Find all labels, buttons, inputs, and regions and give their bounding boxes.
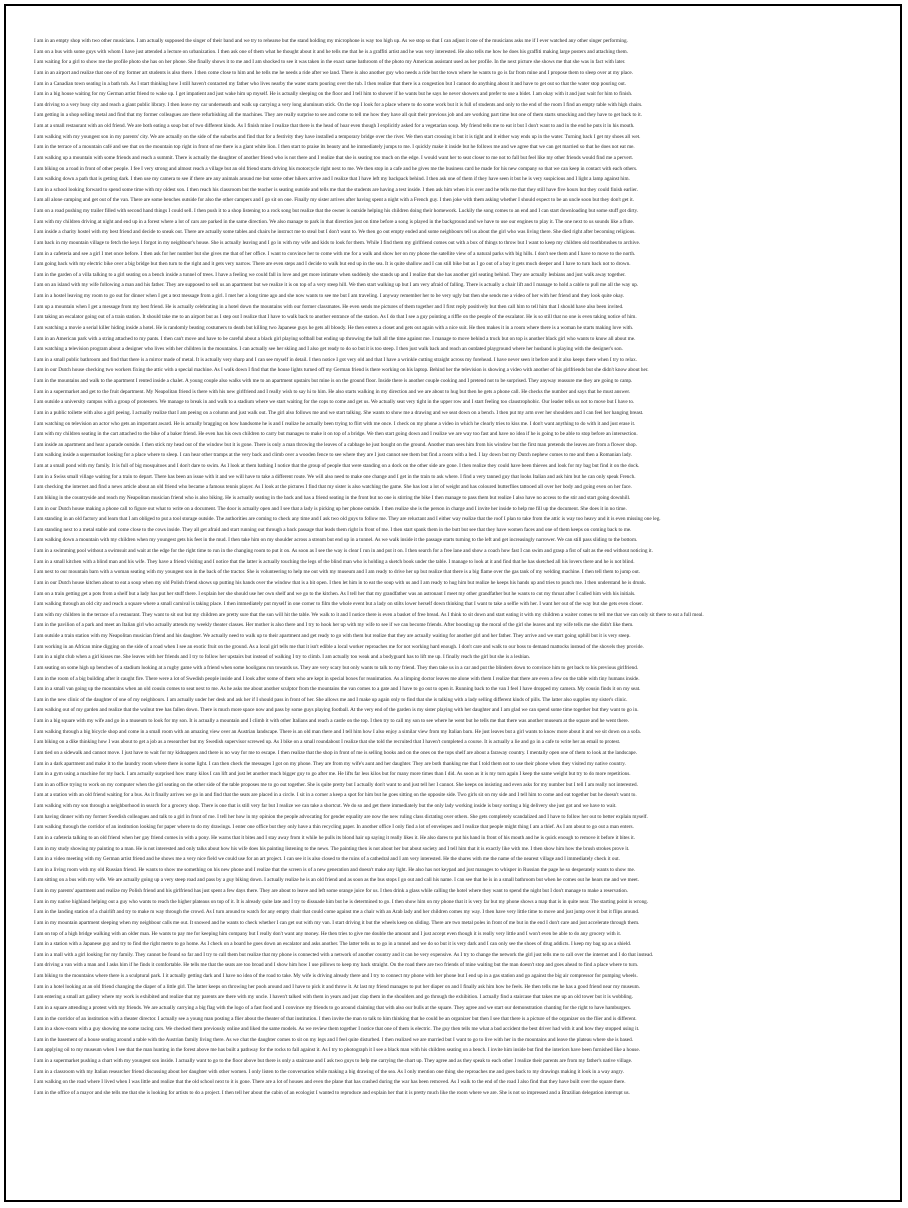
text-line: I am in a hotel looking at an old friend changing the diaper of a little girl. The latter keeps on throwing her pooh around and I have to pick it and throw it. At last my friend manages to put her diaper on and I finally ask him how he feels. He then tells me he has a good friend near my museum.: [34, 983, 640, 990]
text-line: I am in a big house waiting for my German artist friend to wake up. I get impatient and just wake him up myself. He is actually sleeping on the floor and I tell him to shower if he wants but he says he never showers and prefer to use a bidet. I am okay with it and just wait for him to finish.: [34, 91, 633, 98]
text-line: I am in a dark apartment and make it to the laundry room where there is some light. I can then check the messages I got on my phone. They are from my wife's aunt and her daughter. They are both thanking me that I told them not to use their phone when they visited my native country.: [34, 760, 626, 767]
text-line: I am with my children in the terrace of a restaurant. They want to sit out but my children are pretty sure that the sun will hit the table. We walk to it and I notice there is even a basket of free bread. As I think to sit down and start eating it with my children a waiter comes to tell me that we can only sit there to eat a full meal.: [34, 611, 704, 618]
text-line: I am in a Swiss small village waiting for a train to depart. There has been an issue with it and we will have to take a different route. We will also need to make one change and I get in the train to ask where. I find a very tanned guy that looks Italian and ask him but he can only speak French.: [34, 473, 636, 480]
text-line: I am in the basement of a house seating around a table with the Austrian family living there. As we chat the daughter comes to sit on my legs and I feel quite disturbed. I then realized we are married but I want to go to live with her in the mountains and leave the plateau where she is based.: [34, 1036, 633, 1043]
text-line: I am walking down a mountain with my children when my youngest gets his feet in the mud. I then take him on my shoulder across a stream but end up in a tunnel. As we walk inside it the passage starts turning to the left and get increasingly narrower. We can still pass sliding to the bottom.: [34, 537, 638, 544]
text-line: I am checking the internet and find a news article about an old friend who became a famous tennis player. As I look at the pictures I find that my sister is also watching the game. She has lost a lot of weight and has coloured butterflies tattooed all over her body and going even on her face.: [34, 484, 632, 491]
text-line: I am at a small restaurant with an old friend. We are both eating a soup but of two different kinds. As I finish mine I realize that there is the head of hoar even though I explicitly asked for a vegetarian soup. My friend tells me to eat it but I don't want to and in the end he puts it in his mouth.: [34, 123, 635, 129]
text-line: I am walking down a path that is getting dark. I then use my camera to see if there are any animals around me but some other hikers arrive and I realize that I have left my backpack behind. I then ask one of them if they have seen it but he is very suspicious and I light a lamp against him.: [34, 176, 630, 183]
text-line: I am on a train getting get a pots from a shelf but a lady has put her stuff there. I explain her she should use her own shelf and we go to the kitchen. As I tell her that my grandfather was an astronaut I meet my other grandfather but he wants to cut my throat after I called him with his initials.: [34, 590, 636, 597]
text-line: I am waiting for a girl to show me the profile photo she has on her phone. She finally shows it to me and I am shocked to see it was taken in the exact same bathroom of the photo my American assistant used as her profile. In the next picture she shows me that she was in fact with later.: [34, 59, 626, 66]
text-line: I am in a supermarket pushing a chart with my youngest son inside. I actually want to go to the floor above but there is only a staircase and I ask two guys to help me carrying the chart up. They agree and as they speak to each other I realize their parents are from my father's native village.: [34, 1058, 633, 1064]
text-line: I am walking up a mountain with some friends and reach a summit. There is actually the daughter of another friend who is not there and I realize that she is seating too much on the edge. I would want her to seat closer to me not to fall but feel like my other friends would find me a pervert.: [34, 154, 634, 161]
text-line: I am tied on a sidewalk and cannot move. I just have to wait for my kidnappers and there is no way for me to escape. I then realize that the shop in front of me is selling books and on the ones on the tops shelf are about a faraway country. I mentally open one of them to look at the landscape.: [34, 749, 637, 756]
text-line: I am inside an apartment and hear a parade outside. I then stick my head out of the window but it is gone. There is only a man throwing the leaves of a cabbage he just bought on the ground. Another man sees him from his window but the first man pretends the leaves are from a flower shop.: [34, 441, 637, 448]
text-line: I am all alone camping and get out of the van. There are some benches outside for also the other campers and I go sit on one. Finally my sister arrives after having spent a night with a French guy. I then joke with them asking whether I should expect to be an uncle soon but they don't get it.: [34, 197, 634, 204]
text-line: I am in my study showing my painting to a man. He is not interested and only talks about how his wife does his painting listening to the news. The painting then is not about her but about society and I tell him that it is exactly like with me. I then show him how the brush strokes prove it.: [34, 845, 630, 852]
text-line: I am with my children seating in the cart attached to the bike of a baker friend. He even has his own children to carry but manages to make it on top of a bridge. We then start going down and I realize we are way too fast and have no idea if he is going to be able to stop before an intersection.: [34, 431, 638, 438]
text-line: I am walking with my youngest son in my parents' city. We are actually on the side of the suburbs and find that for a festivity they have installed a temporary bridge over the river. We then start crossing it but it is tight and it either way ends up in the water. Turning back I get my shoes all wet.: [34, 133, 641, 140]
page-frame: [4, 4, 902, 1202]
text-line: I am in the terrace of a mountain café and see that on the mountain top right in front of me there is a giant white lion. I then start to praise its beauty and he immediately jumps to me. I quickly make it inside but he follows me and we agree that we can get married so that he does not eat me.: [34, 144, 635, 151]
text-line: I am on a road pushing my trailer filled with second hand things I could sell. I then push it to a shop listening to a rock song but realize that the owner is outside helping his children doing their homework. Luckily the song comes to an end and I can start downloading but some stuff got dirty.: [34, 208, 639, 214]
document-body: [34, 36, 876, 1099]
text-line: I am in the garden of a villa talking to a girl seating on a bench inside a tunnel of trees. I have a feeling we could fall in love and get more intimate when suddenly she stands up and I realize that she has another girl seating behind. They are actually lesbians and just walk away together.: [34, 271, 626, 278]
text-line: I am in the mountains and walk to the apartment I rented inside a chalet. A young couple also walks with me to an apartment upstairs but mine is on the ground floor. Inside there is another couple cooking and I pretend not to be surprised. They anyway reassure me they are going to camp.: [34, 378, 633, 384]
text-line: I am in our Dutch house checking two workers fixing the attic with a special machine. As I walk down I find that the house lights turned off my German friend is there working on his laptop. Behind her the television is showing a video with another of his girlfriends but she didn't know about her.: [34, 367, 649, 374]
text-line: I am in a living room with my old Russian friend. He wants to show me something on his new phone and I realize that the screen is of a new generation and doesn't make any light. He also has not keypad and just manages to whisper in Russian the page he so desperately wants to show me.: [34, 866, 636, 873]
text-line: I am in a cafeteria and see a girl I met once before. I then ask for her number but she gives me that of her office. I want to convince her to come with me for a walk and show her on my phone the satellite view of a natural parks with big hills. I don't see them and I have to move to the north.: [34, 250, 636, 257]
text-line: I am in a classroom with my Italian researcher friend discussing about her daughter with other women. I only listen to the conversation while making a big drawing of the sea. As I only mention one thing she reproaches me and goes back to my drawings making it look in a way angry.: [34, 1068, 624, 1075]
text-line: I am in the new clinic of the daughter of one of my neighbours. I am actually under her desk and ask her if I should pass in front of her. She allows me and I make up again only to find that she is talking with a lady selling different kinds of pills. The latter also supplies my sister's clinic.: [34, 696, 628, 703]
text-line: I am in a supermarket and get to the fruit department. My Neapolitan friend is there with his new girlfriend and I really wish to say hi to him. He also starts walking in my direction and we are about to hug but then he gets a phone call. He checks the number and says that he must answer.: [34, 388, 631, 395]
text-line: I am going back with my electric bike over a big bridge but then turn to the right and it gets very narrow. There are even steps and I decide to walk but end up in the sea. It is quite shallow and I can still bike but as I go out of a bay it gets much deeper and I have to turn back not to drown.: [34, 261, 631, 268]
text-line: I am in a small van going up the mountains when an old cousin comes to seat next to me. As he asks me about another sculptor from the mountains the van comes to a gate and I have to go out to open it. Running back to the van I feel I have dropped my camera. My cousin finds it on my seat.: [34, 686, 641, 693]
text-line: I am walking through the corridor of an institution looking for paper where to do my drawings. I enter one office but they only have a thin recycling paper. In another office I only find a lot of envelopes and I realize that people might thing I am a thief. As I am about to go out a man enters.: [34, 824, 634, 831]
text-line: I am on an island with my wife following a man and his father. They are supposed to sell us an apartment but we realize it is on top of a very steep hill. We then start walking up but I am very afraid of falling. There is actually a chair lift and I manage to hold a cable to pull me all the way up.: [34, 282, 639, 289]
text-line: I am driving a van with a man and I asks him if he finds it comfortable. He tells me that the seats are too broad and I show him how I use pillows to keep my back straight. On the road there are two friends of mine waiting but the man doesn't stop and goes ahead to find a place where to turn.: [34, 962, 639, 969]
text-line: I am back in my mountain village to fetch the keys I forgot in my neighbour's house. She is actually leaving and I go in with my wife and kids to look for them. While I find them my girlfriend comes out with a box of things to throw but I want to keep my children old toothbrushes to archive.: [34, 239, 641, 246]
text-line: I am biking on a dike thinking how I was about to get a job as a researcher but my Swedish supervisor screwed up. As I bike on a small roundabout I realize that she told the recruited that I haven't completed a course. It is actually a lie and go in a cafe to write her an email to protest.: [34, 739, 621, 746]
text-line: I am in a big square with my wife and go in a museum to look for my son. It is actually a mountain and I climb it with other Italians and reach a castle on the top. I then try to call my son to see where he went but he tells me that there was another museum at the square and he went there.: [34, 718, 629, 724]
text-line: I am driving to a very busy city and reach a giant public library. I then leave my car underneath and walk up carrying a very long aluminum stick. On the top I look for a place where to do some work but it is full of students and only to the end of the room I find an empty table with high chairs.: [34, 101, 643, 108]
text-line: I am up a mountain when I get a message from my best friend. He is actually celebrating in a hotel down the mountains with our former classmates. He even sends me pictures of them together and I first reply positively but then call him to tell him that I should have also been invited.: [34, 303, 624, 310]
text-line: I am in our Dutch house kitchen about to eat a soup when my old Polish friend shows up putting his hands over the window that is a bit open. I then let him in to eat the soup with us and I am ready to hug him but realize he keeps his hands up and tries to punch me. I then understand he is drunk.: [34, 579, 647, 586]
text-line: I am in an empty shop with two other musicians. I am actually supposed the singer of their band and we try to rehearse but the stand holding my microphone is way too high up. As we stop so that I can adjust it one of the musicians asks me if I ever watched any other singer performing.: [34, 38, 628, 44]
text-line: I am in my parents' apartment and realize my Polish friend and his girlfriend has just spent a few days there. They are about to leave and left some orange juice for us. I then drink a glass while calling the hotel where they want to spend the night but I don't manage to make a reservation.: [34, 888, 628, 894]
text-line: I am in a swimming pool without a swimsuit and wait at the edge for the right time to run in the changing room to put it on. As soon as I see the way is clear I run in and put it on. I then search for a free lane and show a coach how fast I can swim and grasp a fist of salt as the end without noticing it.: [34, 548, 653, 554]
text-line: I am in the room of a big building after it caught fire. There were a lot of Swedish people inside and I look after some of them who are kept in special boxes for reanimation. As a limping doctor leaves me alone with them I realize that there are even a few on the table with tiny humans inside.: [34, 675, 640, 682]
text-line: I am getting in a shop selling metal and find that my former colleagues are there refurbishing all the machines. They are really surprise to see and come to tell me how they have all quit their previous job and are working part time but one of them starts smocking and they have to get back to it.: [34, 112, 642, 119]
text-line: I am in an office trying to work on my computer when the girl seating on the other side of the table proposes me to go out together. She is quite pretty but I actually don't want to and just tell her I cannot. She keeps on insisting and even asks for my number but I tell I am really not interested.: [34, 781, 638, 788]
text-line: I am in the corridor of an institution with a theater director. I actually see a young man posting a flier about the theater of that institution. I then invite the man to talk to him thinking that he could be an organizer but then I see that there is a picture of the organizer on the flier and is different.: [34, 1015, 637, 1022]
text-line: I am in a cafeteria talking to an old friend when her gay friend comes in with a pony. He warns that it bites and I stay away from it while he pulls its blond hair up saying it really likes it. He also dares to put his hand in front of his mouth and he is quick enough to remove it before it bites it.: [34, 834, 635, 841]
text-line: I am standing in an old factory and learn that I am obliged to put a tool storage outside. The authorities are coming to check any time and I ask two old guys to follow me. They are reluctant and I either way realize that the roof I plan to take from the attic is way too heavy and it is even missing one leg.: [34, 516, 661, 523]
text-line: I am in a gym using a machine for my back. I am actually surprised how many kilos I can lift and just let another much bigger guy to go after me. He lifts far less kilos but for many more times than I did. As soon as it is my turn again I keep the same weight but try to do more repetitions.: [34, 771, 631, 778]
text-line: I am in my mountain apartment sleeping when my neighbour calls me out. It snowed and he wants to check whether I can get out with my van. I start driving it but the wheels keep on sliding. There are two metal poles in front of me but in the end I don't care and just accelerate through them.: [34, 919, 640, 926]
text-line: I am in a public toilette with also a girl peeing. I actually realize that I am peeing on a column and just walk out. The girl also follows me and we start talking. She wants to show me a drawing and we seat down on a bench. I then put my arm over her shoulders and I can feel her hanging breast.: [34, 409, 644, 416]
text-line: I am in our Dutch house making a phone call to figure out what to write on a document. The door is actually open and I see that a lady is picking up her phone outside. I then realize she is the person in charge and I invite her inside to help me fill up the document. She does it in no time.: [34, 505, 627, 512]
text-line: I am in an airport and realize that one of my former art students is also there. I then come close to him and he tells me he needs a ride after we land. There is also another guy who needs a ride but the town where he wants to go is far from mine and I propose them to sleep over at my place.: [34, 69, 634, 76]
text-line: I am in the office of a mayor and she tells me that she is looking for artists to do a project. I then tell her about the cabin of an ecologist I wanted to reproduce and explain her that it is pretty much like the room where we are. She is not so impressed and a Brazilian delegation interrupt us.: [34, 1089, 630, 1096]
text-line: I am on a bus with some guys with whom I have just attended a lecture on urbanization. I then ask one of them what he thought about it and he tells me that he is a graffiti artist and he was very interested. He also tells me how he does his graffiti making large posters and attaching them.: [34, 48, 628, 55]
text-line: I am biking on a road in front of other people. I fee I very strong and almost reach a village but an old friend starts driving his motorcycle right next to me. We then stop in a cafe and he gives me the business card he made for his new company so that we can keep in contact with each others.: [34, 165, 638, 172]
text-line: I am at a station with an old friend waiting for a bus. As it finally arrives we go in and find that the seats are placed in a circle. I sit in a corner a keep a spot for him but he goes sitting on the opposite side. Two girls sit on my side and I tell him to come and eat together but he doesn't want to.: [34, 792, 637, 799]
text-line: I am in a video meeting with my German artist friend and he shows me a very nice field we could use for an art project. I can see it is also closed to the ruins of a cathedral and I am very interested. He the shares with me the name of the nearest village and I immediately check it out.: [34, 856, 620, 863]
text-line: I am in my native highland helping out a guy who wants to reach the higher plateaus on top of it. It is already quite late and I try to dissuade him but he is determined to go. I then show him on my phone that it is very far but my phone shows a map that is in quite near. The starting point is wrong.: [34, 898, 649, 905]
text-line: I am in a night club when a girl kisses me. She leaves with her friends and I try to follow her upstairs but instead of walking I try to climb. I am actually too weak and a bodyguard has to lift me up. I finally reach the girl but she is a lesbian.: [34, 654, 531, 661]
text-line: I am seating on some high up benches of a stadium looking at a rugby game with a friend when some hooligans run towards us. They are very scary but only wants to talk to my friend. They then take us in a car and put the blinders down to convince him to get back to his previous girlfriend.: [34, 664, 639, 671]
text-line: I am in a station with a Japanese guy and try to find the right metro to go home. As I check on a board he goes down an escalator and asks another. The latter tells us to go in a tunnel and we do so but it is very dark and I can only see the shoes of drug addicts. I keep my bag up as a shield.: [34, 941, 632, 948]
text-line: I am watching on television an actor who gets an important award. He is actually bragging on how handsome he is and I realize he actually been trying to flirt with me once. I check on my phone a video in which he clearly tries to kiss me. I don't want anything to do with it and just erase it.: [34, 420, 636, 427]
text-line: I am walking out of my garden and realize that the walnut tree has fallen down. There is much more space now and pass by some guys playing football. At the very end of the garden is my sister playing with her daughter and I am glad we can spend some time together but they want to go in.: [34, 707, 639, 714]
text-line: I am walking through a big bicycle shop and come in a small room with an amazing view over an Austrian landscape. There is an old man there and I tell him how I also enjoy a similar view from my Italian barn. He just leaves but a girl wants to know more about it and we sit down on a sofa.: [34, 728, 641, 735]
text-line: I am in a hostel leaving my room to go out for dinner when I get a text message from a girl. I met her a long time ago and she now wants to see me but I am traveling. I anyway remember her to be very ugly but then she sends me a video of her with her friend and they look quite okay.: [34, 293, 625, 299]
text-line: I am applying oil to my museum when I see that the man hunting in the forest above me has built a pathway for the rocks to fall against it. As I try to photograph it I see a black man with his children seating on a bench. I invite him inside but find the interiors have been furnished like a house.: [34, 1047, 640, 1054]
text-line: I am outside a train station with my Neapolitan musician friend and his daughter. We actually need to walk up to their apartment and get ready to go with them but realize that they are actually waiting for another girl and her father. They arrive and we start going uphill but it is very steep.: [34, 633, 631, 639]
text-line: I am with my children driving at night and end up in a forest where a lot of cars are parked in the same direction. We also manage to park in that direction just on time before a song is played in the background and we have to use our engines to play it. The one next to us sounds like a flute.: [34, 218, 634, 225]
text-line: I am biking in the countryside and reach my Neapolitan musician friend who is also biking. He is actually seating in the back and has a friend seating in the front but no one is stirring the bike I then manage to pass them but realize I also have no access to the stir and start going downhill.: [34, 494, 631, 501]
text-line: I am having dinner with my former Swedish colleagues and talk to a girl in front of me. I tell her how in my opinion the people advocating for gender equality are now the new ruling class dictating over others. She gets completely scandalized and I have to follow her out to better explain myself.: [34, 813, 648, 820]
text-line: I am in the pavilion of a park and meet an Italian girl who actually attends my weekly theater classes. Her mother is also there and I try to hook her up with my wife to see if we can become friends. After boosting up the moral of the girl she leaves and my wife tells me she didn't like them.: [34, 622, 634, 629]
text-line: I am in a small kitchen with a blind man and his wife. They have a friend visiting and I notice that the latter is actually touching the legs of the blind man who is holding a sketch book under the table. I manage to look at it and find that he has sketched all his lovers there and he is not blind.: [34, 558, 635, 565]
text-line: I am working in an African mine digging on the side of a road when I see an exotic fruit on the ground. As a local girl tells me that it isn't edible a local worker reproaches me for not working hard enough. I don't care and walk to our boss to demand mattocks instead of the shovels they provide.: [34, 643, 644, 650]
text-line: I am in an American park with a string attached to my pants. I then can't move and have to be careful about a black girl playing softball but ending up throwing the ball all the time against me. I manage to move behind a truck but on top is another black girl who wants to know all about me.: [34, 335, 636, 342]
text-line: I am in a school looking forward to spend some time with my oldest son. I then reach his classroom but the teacher is seating outside and tells me that the students are having a test inside. I then ask him when it is over and he tells me that they still have five hours but they could finish earlier.: [34, 186, 638, 193]
text-line: I am next to our mountain barn with a woman seating with my youngest son in the back of the tractor. She is volunteering to help me out with my museum and I am ready to drive her up but realize that there is a big flame over the gas tank of my welding machine. I then tell them to jump out.: [34, 569, 640, 576]
text-line: I am walking on the road where I lived when I was little and realize that the old school next to it is gone. There are a lot of houses and even the plane that has crashed during the war has been removed. As I walk to the end of the road I also find that they have built over the square there.: [34, 1079, 626, 1086]
text-line: I am walking through an old city and reach a square where a small carnival is taking place. I then immediately put myself in one corner to film the whole event but a lady on stilts lower herself down thinking that I want to take a selfie with her. I want her out of the way but she gets even closer.: [34, 601, 643, 608]
text-line: I am watching a movie a serial killer hiding inside a hotel. He is randomly beating costumers to death but killing two Japanese guys he gets all bloody. He then enters a closet and gets out again with a nice suit. He then makes it in a room where there is a woman he starts making love with.: [34, 324, 634, 331]
text-line: I am standing next to a metal stable and come close to the cows inside. They all get afraid and start running out through a back passage that leads them right in front of me. I then start spank them in the butt but see that they have women faces and one of them keeps on coming back to me.: [34, 526, 632, 533]
text-line: I am walking inside a supermarket looking for a place where to sleep. I can hear other tramps at the very back and climb over a wooden fence to see where they are I just cannot see them but find a room with a bed. I lay down but my Dutch nephew comes to me and then a Romanian lady.: [34, 452, 633, 459]
text-line: I am outside a university campus with a group of protesters. We manage to break in and walk to a stadium where we start waiting for the cops to come and get us. We actually seat very tight in the upper row and I start feeling too claustrophobic. Our leader tells us not to move but I have to.: [34, 399, 635, 406]
text-line: I am in a Canadian town seating in a bath tub. As I start thinking how I still haven't contacted my father who lives nearby the water starts pouring over the tub. I then realize that there is a congestion but I cannot do anything about it and have to get out so that the water stop pouring out.: [34, 80, 627, 87]
text-line: I am taking an escalator going out of a train station. It should take me to an airport but as I step out I realize that I have to walk back to another entrance of the station. As I do that I see a guy pointing a riffle on the people of the escalator. He is so still that no one is even taking notice of him.: [34, 314, 637, 321]
text-line: I am in a square attending a protest with my friends. We are actually carrying a big flag with the logo of a fast food and I convince my friends to go around claiming that with also our bulls at the square. They agree and we start our demonstration chanting for the right to have hamburgers.: [34, 1004, 632, 1011]
text-line: I am biking to the mountains where there is a sculptural park. I it actually getting dark and I have no idea of the road to take. My wife is driving already there and I try to connect my phone with her phone but I end up in a gas station and go against the big air compressor for pumping wheels.: [34, 973, 638, 979]
text-line: I am in a small public bathroom and find that there is a mirror made of metal. It is actually very sharp and I can see myself in detail. I then notice I got very old and that I have a wrinkle cutting straight across my forehead. I have never seen it before and it also keeps there when I try to relax.: [34, 356, 637, 363]
text-line: I am in the landing station of a chairlift and try to make m way through the crowd. As I turn around to watch for any empty chair that could come against me a chair with an Arab lady and her children comes my way. I then have very little time to move and just jump over it but it flips around.: [34, 909, 640, 916]
text-line: I am in a mall with a girl looking for my family. They cannot be found so far and I try to call them but realize that my phone is connected with a network of another country and it can be very expensive. As I try to change the network the girl just tells me to call over the internet and I do that instead.: [34, 951, 654, 958]
text-line: I am walking with my son through a neighborhood in search for a grocery shop. There is one that is still very far but I realize we can take a shortcut. We do so and get there immediately but the only lady working inside is busy sorting a big delivery she just got and we have to wait.: [34, 803, 617, 809]
text-line: I am inside a charity hostel with my best friend and decide to sneak out. There are actually some tables and chairs he instruct me to steal but I don't want to. We then go out empty ended and some neighbours tell us about the girl who was living there. She died right after becoming religious.: [34, 229, 636, 236]
text-line: I am entering a small art gallery where my work is exhibited and realize that my parents are there with my uncle. I haven't talked with them in years and just clap them in the shoulders and go through the exhibition. I actually find a staircase that takes me up an old tower but it is wobbling.: [34, 994, 633, 1001]
text-line: I am sitting on a bus with my wife. We are actually going up a very steep road and pass by a guy biking down. I actually realize he is an old friend and as soon as the bus stops I go out and call his name. I can see that he is in a small bathroom but when he comes out he hears me and we meet.: [34, 877, 639, 884]
text-line: I am at a small pond with my family. It is full of big mosquitoes and I don't dare to swim. As I look at them bathing I notice that the group of people that were standing on a dock on the other side are gone. I then realize they could have been thieves and look for my bag but find it on the dock.: [34, 463, 640, 469]
text-line: I am on top of a high bridge walking with an older man. He wants to pay me for keeping him company but I really don't want any money. He then tries to give me double the amount and I just accept even though it is really very little and I won't even be able to do any grocery with it.: [34, 930, 622, 937]
text-line: I am in a show-room with a guy showing me some racing cars. We checked them previously online and liked the same models. As we review them together I notice that one of them is electric. The guy then tells me what a bad accident the best driver had with it and how they stopped using it.: [34, 1026, 640, 1033]
text-line: I am watching a television program about a designer who lives with her children in the mountains. I can actually see her skiing and I also get ready to do so but it is too steep. I then just walk back and reach an outdated playground where her husband is playing with the designer's son.: [34, 346, 623, 353]
